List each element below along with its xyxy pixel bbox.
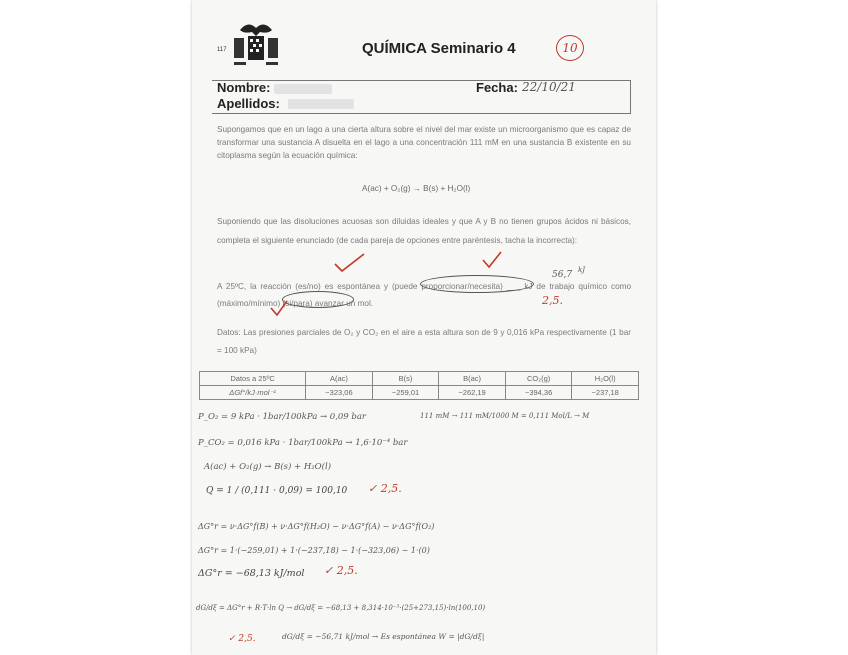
fecha-label: Fecha:: [476, 80, 518, 95]
work-line-concentration: 111 mM → 111 mM/1000 M = 0,111 Mol/L → M: [420, 412, 590, 420]
table-header-cell: H₂O(l): [572, 372, 639, 386]
answer-circle: [282, 291, 354, 308]
table-header-cell: B(ac): [439, 372, 506, 386]
document-title: QUÍMICA Seminario 4: [362, 40, 516, 57]
table-header-cell: B(s): [372, 372, 439, 386]
table-cell: −237,18: [572, 386, 639, 400]
university-seal-icon: [230, 16, 282, 68]
thermo-data-table: [199, 371, 639, 400]
table-header-cell: Datos a 25ºC: [200, 372, 306, 386]
table-row: [200, 386, 639, 400]
work-line-co2-pressure: P_CO₂ = 0,016 kPa · 1bar/100kPa → 1,6·10⁻⁴ bar: [198, 438, 408, 448]
statement-score: 2,5.: [542, 294, 563, 307]
blank-unit: kJ: [578, 266, 586, 274]
table-header-cell: A(ac): [306, 372, 373, 386]
checkmark-icon: [332, 252, 368, 274]
logo-number: 117: [217, 47, 227, 53]
data-paragraph: Datos: Las presiones parciales de O₂ y CO₂ en el aire a esta altura son de 9 y 0,016 kPa respectivamente (1 bar = 100 kPa): [217, 328, 631, 355]
redacted-name: [274, 84, 332, 94]
work-line-reaction-gibbs: dG/dξ = ΔG°r + R·T·ln Q → dG/dξ = −68,13 + 8,314·10⁻³·(25+273,15)·ln(100,10): [196, 604, 486, 612]
table-header-cell: CO₂(g): [505, 372, 572, 386]
nombre-label: Nombre:: [217, 80, 271, 95]
table-header-row: [200, 372, 639, 386]
work-line-gibbs-substitution: ΔG°r = 1·(−259,01) + 1·(−237,18) − 1·(−323,06) − 1·(0): [198, 546, 430, 555]
checkmark-icon: [480, 250, 504, 270]
work-line-quotient: Q = 1 / (0,111 · 0,09) = 100,10: [206, 486, 348, 496]
work-line-reaction: A(ac) + O₂(g) → B(s) + H₂O(l): [204, 462, 332, 472]
table-cell: −394,36: [505, 386, 572, 400]
fecha-value: 22/10/21: [522, 80, 576, 94]
final-score: ✓ 2,5.: [228, 634, 256, 644]
work-line-o2-pressure: P_O₂ = 9 kPa · 1bar/100kPa → 0,09 bar: [198, 412, 366, 422]
gibbs-score: ✓ 2,5.: [324, 564, 358, 577]
redacted-surname: [288, 99, 354, 109]
reaction-equation: A(ac) + O₂(g) → B(s) + H₂O(l): [362, 184, 471, 193]
table-cell: −323,06: [306, 386, 373, 400]
checkmark-icon: [268, 298, 290, 318]
work-line-gibbs-formula: ΔG°r = ν·ΔG°f(B) + ν·ΔG°f(H₂O) − ν·ΔG°f(A) − ν·ΔG°f(O₂): [198, 522, 435, 531]
problem-statement: A 25ºC, la reacción (es/no) es espontánea y (puede proporcionar/necesita) ___ kJ de trabajo químico como (máximo/mínimo) (si/para) avanzar un mol.: [217, 282, 631, 308]
table-cell: −262,19: [439, 386, 506, 400]
problem-intro: Supongamos que en un lago a una cierta altura sobre el nivel del mar existe un microorganismo que es capaz de transformar una sustancia A disuelta en el lago a una concentración 111 mM en una sustancia B existente en su citoplasma según la ecuación química:: [217, 125, 631, 160]
problem-assumption: Suponiendo que las disoluciones acuosas son diluidas ideales y que A y B no tienen grupos ácidos ni básicos, completa el siguiente enunciado (de cada pareja de opciones entre paréntesis, tacha la incorrecta):: [217, 217, 631, 245]
work-line-final-answer: dG/dξ = −56,71 kJ/mol → Es espontánea W = |dG/dξ|: [282, 632, 485, 641]
apellidos-label: Apellidos:: [217, 96, 280, 111]
table-cell: −259,01: [372, 386, 439, 400]
grade-mark: 10: [556, 35, 584, 61]
exam-sheet: [192, 0, 656, 655]
blank-answer: 56,7: [552, 270, 573, 280]
quotient-score: ✓ 2,5.: [368, 482, 402, 495]
answer-circle: [420, 275, 534, 293]
table-row-label: ΔGf°/kJ·mol⁻¹: [200, 386, 306, 400]
work-line-gibbs-result: ΔG°r = −68,13 kJ/mol: [198, 568, 305, 579]
